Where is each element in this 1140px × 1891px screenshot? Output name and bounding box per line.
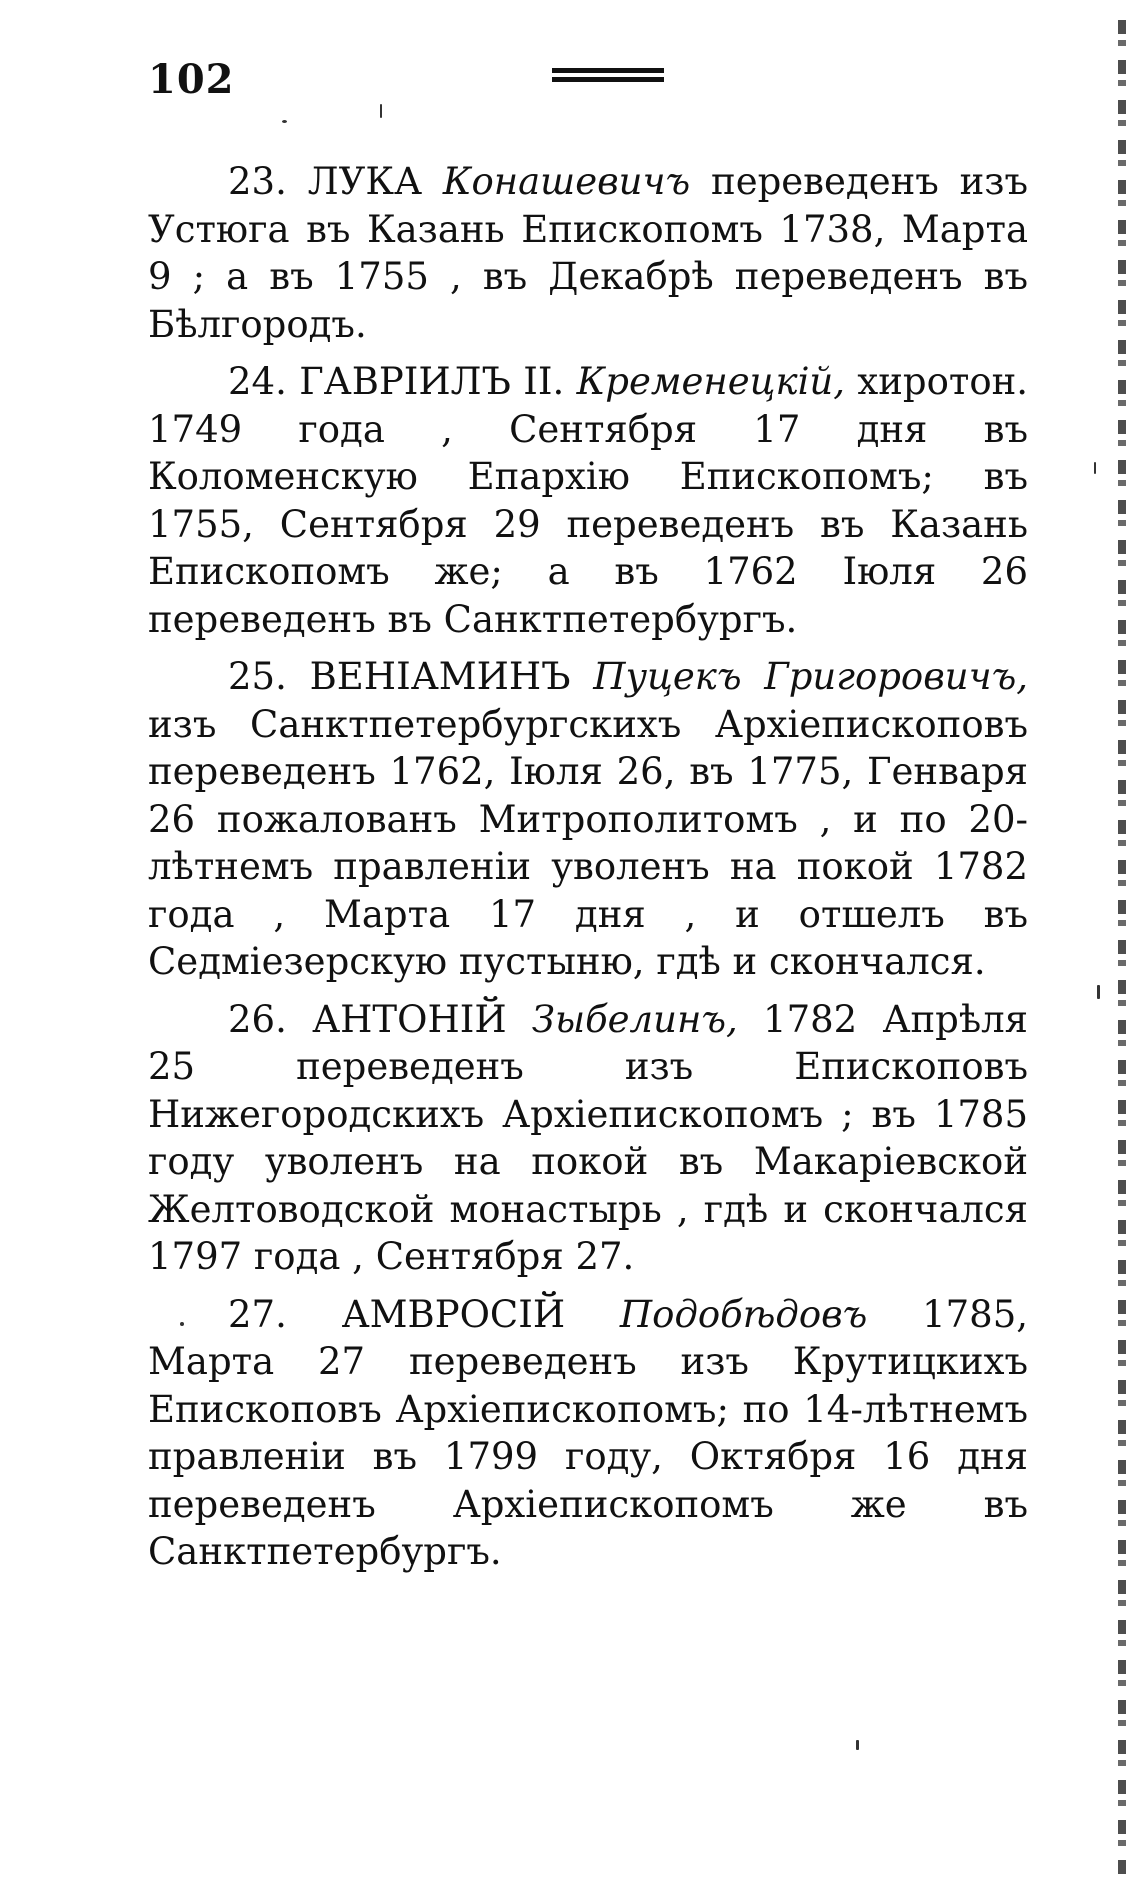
page-edge-shadow (1118, 20, 1126, 1880)
print-speck (380, 104, 382, 118)
entry-surname: Пуцекъ Григоровичъ, (593, 655, 1029, 698)
entry-24 (148, 358, 1028, 643)
entry-number: 24. (228, 360, 287, 403)
entry-number: 25. (228, 655, 287, 698)
print-speck (856, 1740, 859, 1750)
entry-name: АМВРОСIЙ (341, 1292, 566, 1336)
entry-surname: Подобѣдовъ (619, 1292, 868, 1336)
entry-name: ГАВРIИЛЪ II. (299, 360, 565, 403)
entry-text: 1782 Апрѣля 25 переведенъ изъ Епископовъ Нижегородскихъ Архiепископомъ ; въ 1785 году уволенъ на покой въ Макарiевской Желтоводской монастырь , гдѣ и скончался 1797 года , Сентября 27. (148, 997, 1029, 1278)
print-speck (1094, 462, 1096, 474)
entry-name: ВЕНIАМИНЪ (309, 655, 571, 698)
entry-number: 23. (228, 160, 287, 203)
entry-text: 1785, Марта 27 переведенъ изъ Крутицкихъ Епископовъ Архiепископомъ; по 14-лѣтнемъ правленiи въ 1799 году, Октября 16 дня переведенъ Архiепископомъ же въ Санктпетербургъ. (148, 1292, 1029, 1573)
entry-26 (148, 996, 1028, 1281)
entry-number: 27. (228, 1292, 287, 1336)
entry-surname: Конашевичъ (442, 160, 691, 203)
entry-name: ЛУКА (307, 160, 422, 203)
header-rule (552, 68, 664, 92)
page-number: 102 (148, 56, 235, 103)
entry-text: переведенъ изъ Устюга въ Казань Епископомъ 1738, Марта 9 ; а въ 1755 , въ Декабрѣ переведенъ въ Бѣлгородъ. (148, 160, 1029, 346)
print-speck (1097, 985, 1100, 999)
text-block (148, 158, 1028, 1576)
entry-surname: Зыбелинъ, (531, 997, 738, 1041)
entry-text: изъ Санктпетербургскихъ Архiепископовъ переведенъ 1762, Iюля 26, въ 1775, Генваря 26 пожалованъ Митрополитомъ , и по 20-лѣтнемъ правленiи уволенъ на покой 1782 года , Марта 17 дня , и отшелъ въ Седмiезерскую пустыню, гдѣ и скончался. (148, 702, 1028, 983)
entry-number: 26. (228, 997, 287, 1041)
entry-name: АНТОНIЙ (312, 997, 507, 1041)
entry-25 (148, 653, 1028, 986)
entry-23 (148, 158, 1028, 348)
entry-27 (148, 1291, 1028, 1576)
entry-surname: Кременецкiй, (576, 360, 846, 403)
print-speck (180, 1322, 184, 1326)
print-speck (282, 120, 287, 123)
entry-text: хиротон. 1749 года , Сентября 17 дня въ Коломенскую Епархiю Епископомъ; въ 1755, Сентября 29 переведенъ въ Казань Епископомъ же; а въ 1762 Iюля 26 переведенъ въ Санктпетербургъ. (148, 360, 1029, 641)
